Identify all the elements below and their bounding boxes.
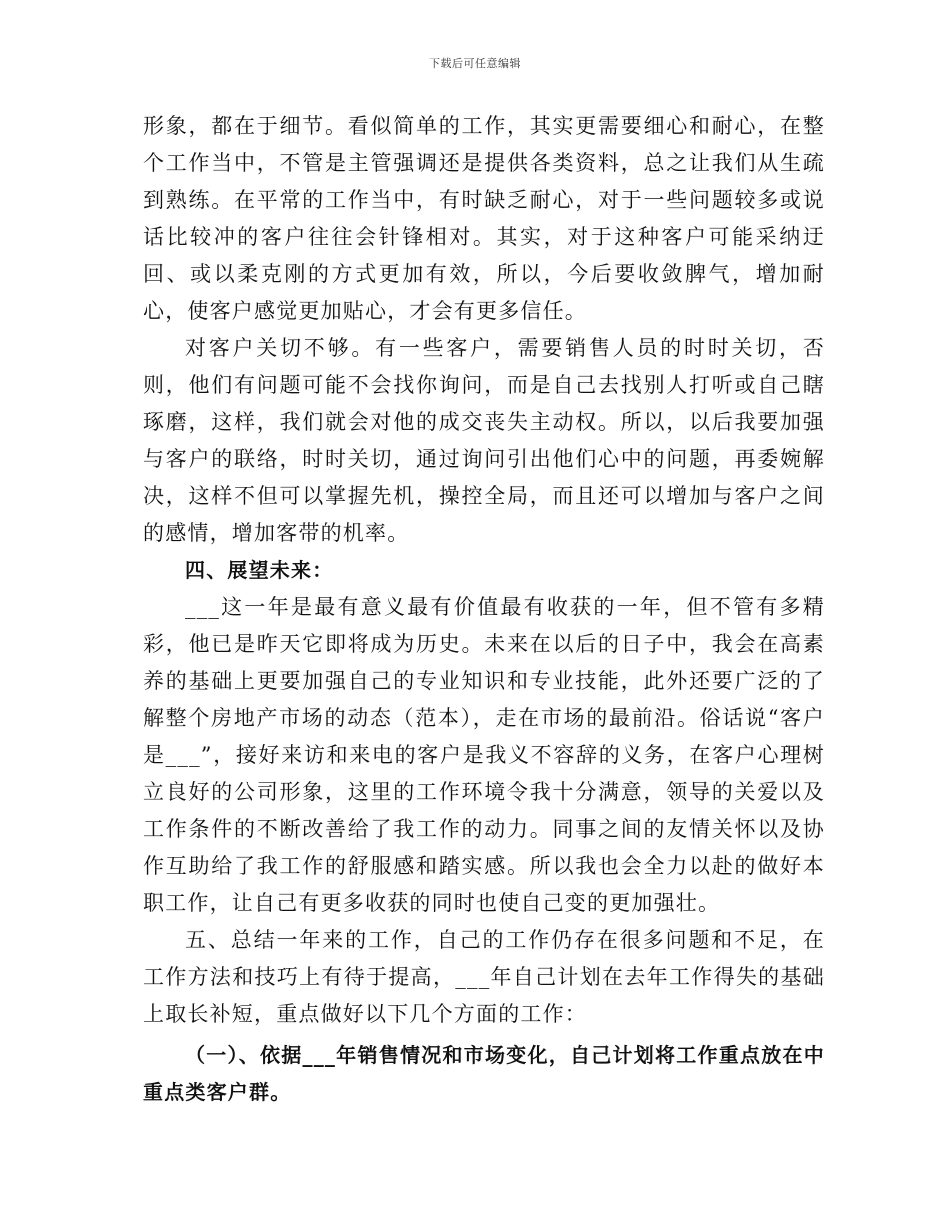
paragraph-customer-care: 对客户关切不够。有一些客户，需要销售人员的时时关切，否则，他们有问题可能不会找你询问，而是自己去找别人打听或自己瞎琢磨，这样，我们就会对他的成交丧失主动权。所以，以后我要加强与客户的联络，时时关切，通过询问引出他们心中的问题，再委婉解决，这样不但可以掌握先机，操控全局，而且还可以增加与客户之间的感情，增加客带的机率。 (143, 336, 825, 545)
page-header: 下载后可任意编辑 (429, 57, 521, 70)
paragraph-details: 形象，都在于细节。看似简单的工作，其实更需要细心和耐心，在整个工作当中，不管是主管强调还是提供各类资料，总之让我们从生疏到熟练。在平常的工作当中，有时缺乏耐心，对于一些问题较多或说话比较冲的客户往往会针锋相对。其实，对于这种客户可能采纳迂回、或以柔克刚的方式更加有效，所以，今后要收敛脾气，增加耐心，使客户感觉更加贴心，才会有更多信任。 (143, 114, 825, 323)
section-heading-future: 四、展望未来： (185, 558, 334, 582)
paragraph-plan-item-1: （一）、依据___年销售情况和市场变化，自己计划将工作重点放在中重点类客户群。 (143, 1043, 825, 1104)
paragraph-summary: 五、总结一年来的工作，自己的工作仍存在很多问题和不足，在工作方法和技巧上有待于提高，___年自己计划在去年工作得失的基础上取长补短，重点做好以下几个方面的工作： (143, 928, 825, 1026)
paragraph-future: ___这一年是最有意义最有价值最有收获的一年，但不管有多精彩，他已是昨天它即将成为历史。未来在以后的日子中，我会在高素养的基础上更要加强自己的专业知识和专业技能，此外还要广泛的了解整个房地产市场的动态（范本），走在市场的最前沿。俗话说“客户是___”，接好来访和来电的客户是我义不容辞的义务，在客户心理树立良好的公司形象，这里的工作环境令我十分满意，领导的关爱以及工作条件的不断改善给了我工作的动力。同事之间的友情关怀以及协作互助给了我工作的舒服感和踏实感。所以我也会全力以赴的做好本职工作，让自己有更多收获的同时也使自己变的更加强壮。 (143, 595, 825, 915)
document-body (143, 108, 825, 1111)
